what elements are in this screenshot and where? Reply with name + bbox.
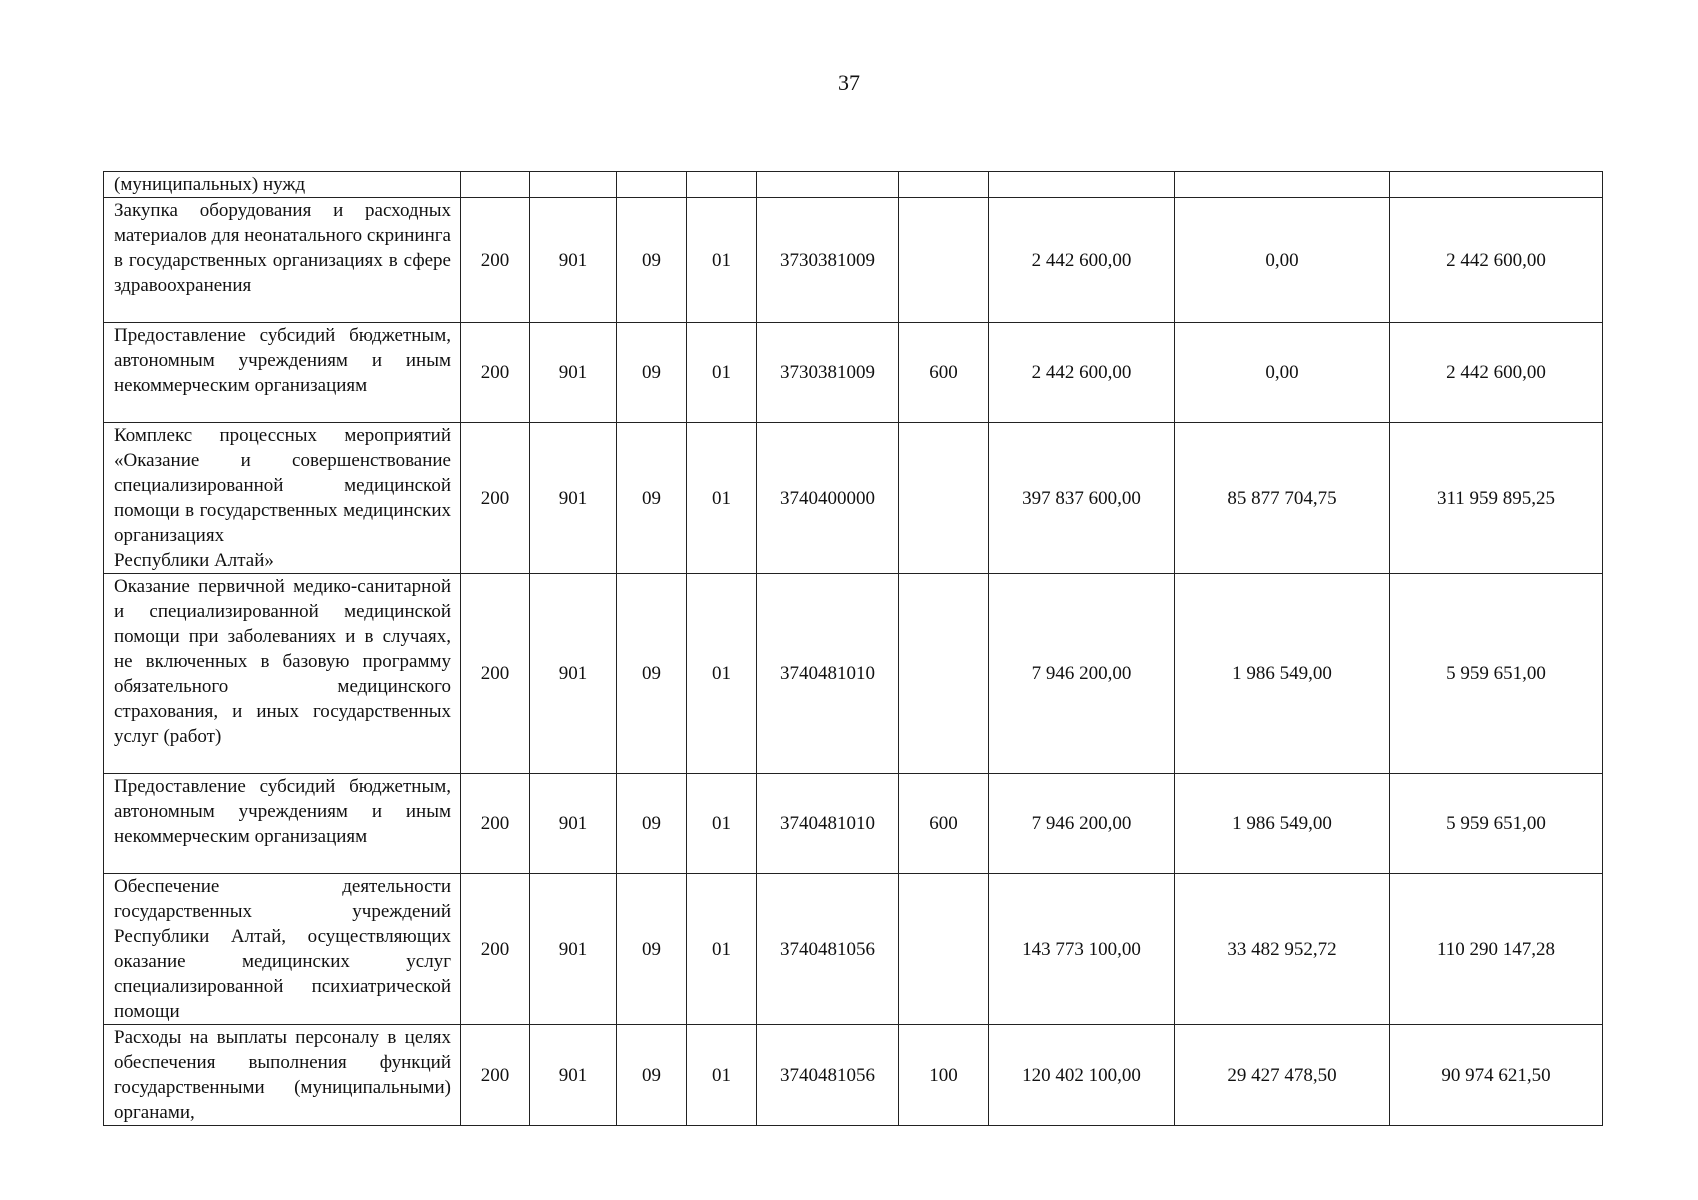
expense-name-text: Республики Алтай» xyxy=(114,550,274,571)
amount-executed-cell: 33 482 952,72 xyxy=(1175,874,1390,1025)
amount-remaining-cell: 5 959 651,00 xyxy=(1390,574,1603,774)
section-code-cell xyxy=(461,172,530,198)
expense-name-text: Комплекс процессных мероприятий «Оказание и совершенствование специализированной медицинской помощи в государственных медицинских организациях xyxy=(114,425,451,546)
expense-name-cell xyxy=(104,423,461,574)
subsection2-code-cell xyxy=(687,172,757,198)
ministry-code-cell: 901 xyxy=(530,198,617,323)
subsection2-code-cell: 01 xyxy=(687,323,757,423)
table-row xyxy=(104,323,1603,423)
target-article-cell: 3730381009 xyxy=(757,198,899,323)
amount-remaining-cell xyxy=(1390,172,1603,198)
amount-executed-cell: 29 427 478,50 xyxy=(1175,1025,1390,1126)
amount-executed-cell: 0,00 xyxy=(1175,198,1390,323)
subsection2-code-cell: 01 xyxy=(687,874,757,1025)
amount-approved-cell: 2 442 600,00 xyxy=(989,198,1175,323)
expense-kind-cell: 600 xyxy=(899,774,989,874)
amount-executed-cell xyxy=(1175,172,1390,198)
section-code-cell: 200 xyxy=(461,198,530,323)
section-code-cell: 200 xyxy=(461,1025,530,1126)
subsection-code-cell: 09 xyxy=(617,774,687,874)
section-code-cell: 200 xyxy=(461,774,530,874)
subsection-code-cell: 09 xyxy=(617,423,687,574)
expense-name-cell xyxy=(104,323,461,423)
expense-kind-cell xyxy=(899,172,989,198)
expense-name-text: Обеспечение деятельности государственных учреждений Республики Алтай, осуществляющих оказание медицинских услуг специализированной психиатрической xyxy=(114,876,451,997)
amount-approved-cell: 120 402 100,00 xyxy=(989,1025,1175,1126)
expense-name-cell xyxy=(104,198,461,323)
amount-approved-cell: 7 946 200,00 xyxy=(989,774,1175,874)
expense-name-text: Закупка оборудования и расходных материалов для неонатального скрининга в государственных организациях в сфере xyxy=(114,200,451,271)
subsection-code-cell: 09 xyxy=(617,574,687,774)
amount-remaining-cell: 311 959 895,25 xyxy=(1390,423,1603,574)
target-article-cell: 3740481056 xyxy=(757,1025,899,1126)
target-article-cell: 3740481010 xyxy=(757,774,899,874)
subsection2-code-cell: 01 xyxy=(687,423,757,574)
subsection-code-cell: 09 xyxy=(617,198,687,323)
amount-executed-cell: 1 986 549,00 xyxy=(1175,774,1390,874)
expense-name-text: здравоохранения xyxy=(114,275,252,296)
expense-name-text: некоммерческим организациям xyxy=(114,826,368,847)
amount-approved-cell: 7 946 200,00 xyxy=(989,574,1175,774)
ministry-code-cell: 901 xyxy=(530,1025,617,1126)
expense-kind-cell xyxy=(899,574,989,774)
section-code-cell: 200 xyxy=(461,323,530,423)
ministry-code-cell: 901 xyxy=(530,574,617,774)
table-row xyxy=(104,198,1603,323)
ministry-code-cell: 901 xyxy=(530,774,617,874)
amount-executed-cell: 85 877 704,75 xyxy=(1175,423,1390,574)
table-row xyxy=(104,172,1603,198)
table-row xyxy=(104,1025,1603,1126)
amount-remaining-cell: 110 290 147,28 xyxy=(1390,874,1603,1025)
section-code-cell: 200 xyxy=(461,574,530,774)
subsection2-code-cell: 01 xyxy=(687,774,757,874)
budget-table xyxy=(103,171,1603,1126)
expense-name-cell xyxy=(104,172,461,198)
amount-approved-cell: 143 773 100,00 xyxy=(989,874,1175,1025)
table-row xyxy=(104,423,1603,574)
expense-name-cell xyxy=(104,874,461,1025)
subsection2-code-cell: 01 xyxy=(687,1025,757,1126)
expense-kind-cell: 100 xyxy=(899,1025,989,1126)
subsection2-code-cell: 01 xyxy=(687,198,757,323)
expense-name-text: некоммерческим организациям xyxy=(114,375,368,396)
expense-name-text: Расходы на выплаты персоналу в целях обеспечения выполнения функций государственными (муниципальными) органами, xyxy=(114,1027,451,1123)
amount-approved-cell: 397 837 600,00 xyxy=(989,423,1175,574)
expense-name-cell xyxy=(104,1025,461,1126)
expense-name-text: помощи xyxy=(114,1001,180,1022)
amount-approved-cell xyxy=(989,172,1175,198)
ministry-code-cell: 901 xyxy=(530,874,617,1025)
expense-kind-cell xyxy=(899,198,989,323)
subsection-code-cell: 09 xyxy=(617,874,687,1025)
expense-name-text: (муниципальных) нужд xyxy=(114,174,306,195)
section-code-cell: 200 xyxy=(461,423,530,574)
subsection-code-cell: 09 xyxy=(617,1025,687,1126)
section-code-cell: 200 xyxy=(461,874,530,1025)
expense-name-text: Предоставление субсидий бюджетным, автономным учреждениям и иным xyxy=(114,776,451,822)
amount-approved-cell: 2 442 600,00 xyxy=(989,323,1175,423)
amount-remaining-cell: 2 442 600,00 xyxy=(1390,323,1603,423)
page-number: 37 xyxy=(838,70,860,95)
amount-remaining-cell: 5 959 651,00 xyxy=(1390,774,1603,874)
subsection-code-cell xyxy=(617,172,687,198)
ministry-code-cell: 901 xyxy=(530,423,617,574)
table-row xyxy=(104,574,1603,774)
expense-name-text: Предоставление субсидий бюджетным, автономным учреждениям и иным xyxy=(114,325,451,371)
table-body xyxy=(104,172,1603,1126)
expense-name-cell xyxy=(104,774,461,874)
expense-kind-cell xyxy=(899,874,989,1025)
table-row xyxy=(104,774,1603,874)
amount-remaining-cell: 90 974 621,50 xyxy=(1390,1025,1603,1126)
target-article-cell: 3740481056 xyxy=(757,874,899,1025)
subsection-code-cell: 09 xyxy=(617,323,687,423)
ministry-code-cell: 901 xyxy=(530,323,617,423)
target-article-cell: 3730381009 xyxy=(757,323,899,423)
target-article-cell xyxy=(757,172,899,198)
subsection2-code-cell: 01 xyxy=(687,574,757,774)
expense-kind-cell xyxy=(899,423,989,574)
expense-name-text: услуг (работ) xyxy=(114,726,222,747)
table-row xyxy=(104,874,1603,1025)
target-article-cell: 3740481010 xyxy=(757,574,899,774)
ministry-code-cell xyxy=(530,172,617,198)
amount-executed-cell: 1 986 549,00 xyxy=(1175,574,1390,774)
expense-name-cell xyxy=(104,574,461,774)
target-article-cell: 3740400000 xyxy=(757,423,899,574)
amount-executed-cell: 0,00 xyxy=(1175,323,1390,423)
expense-name-text: Оказание первичной медико-санитарной и специализированной медицинской помощи при заболеваниях и в случаях, не включенных в базовую программу обязательного медицинского страхования, и иных государственных xyxy=(114,576,451,722)
expense-kind-cell: 600 xyxy=(899,323,989,423)
amount-remaining-cell: 2 442 600,00 xyxy=(1390,198,1603,323)
